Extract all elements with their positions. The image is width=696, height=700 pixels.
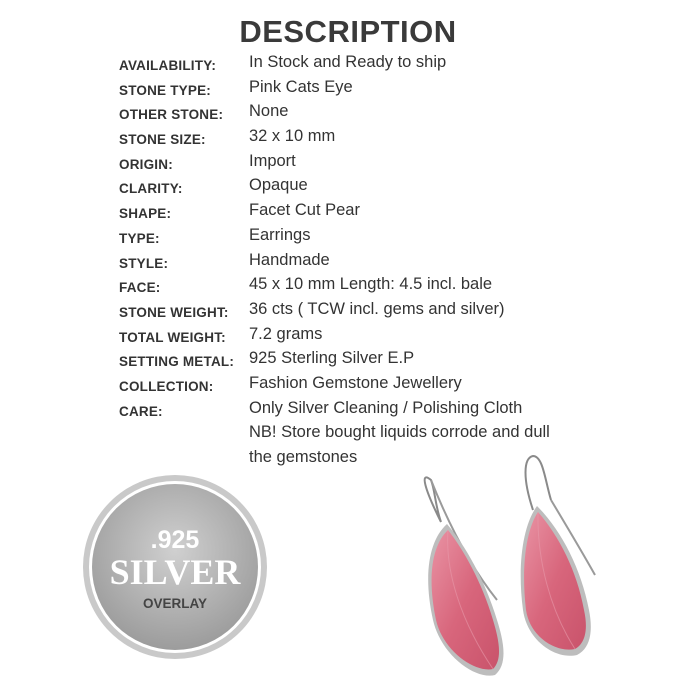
spec-value: In Stock and Ready to ship — [249, 53, 447, 71]
spec-value: Only Silver Cleaning / Polishing Cloth — [249, 398, 523, 417]
spec-value: Import — [249, 151, 296, 170]
spec-label: STONE TYPE: — [119, 82, 211, 98]
spec-row — [119, 374, 679, 399]
page-title: DESCRIPTION — [239, 14, 457, 49]
badge-overlay: OVERLAY — [142, 596, 208, 611]
spec-value: 36 cts ( TCW incl. gems and silver) — [249, 299, 505, 318]
spec-row — [119, 152, 679, 177]
spec-label: CLARITY: — [119, 181, 183, 197]
spec-row — [119, 102, 679, 127]
spec-label: SHAPE: — [119, 206, 172, 222]
earrings-image — [405, 450, 625, 690]
spec-table — [119, 53, 679, 466]
spec-label: OTHER STONE: — [119, 107, 224, 123]
spec-row — [119, 78, 679, 103]
spec-label: STONE WEIGHT: — [119, 304, 229, 320]
spec-label: STONE SIZE: — [119, 132, 206, 148]
spec-label: COLLECTION: — [119, 378, 214, 394]
spec-row — [119, 226, 679, 251]
spec-row — [119, 53, 679, 78]
spec-row — [119, 127, 679, 152]
spec-row — [119, 176, 679, 201]
spec-label: CARE: — [119, 403, 163, 419]
spec-value: 32 x 10 mm — [249, 127, 336, 146]
badge-purity: .925 — [150, 526, 200, 554]
spec-label: AVAILABILITY: — [119, 58, 217, 73]
spec-value: 7.2 grams — [249, 324, 323, 343]
spec-row — [119, 325, 679, 350]
care-note-line: NB! Store bought liquids corrode and dull — [249, 423, 550, 441]
spec-row — [119, 300, 679, 325]
spec-value: Earrings — [249, 225, 311, 244]
spec-value: 925 Sterling Silver E.P — [249, 349, 415, 368]
spec-label: FACE: — [119, 280, 161, 296]
badge-silver: SILVER — [109, 552, 241, 592]
left-earring — [425, 477, 504, 675]
right-earring — [521, 456, 595, 656]
spec-label: TYPE: — [119, 230, 160, 246]
spec-label: ORIGIN: — [119, 156, 173, 172]
spec-row — [119, 201, 679, 226]
spec-row — [119, 251, 679, 276]
spec-value: Opaque — [249, 176, 308, 195]
spec-value: Fashion Gemstone Jewellery — [249, 373, 462, 392]
spec-value: 45 x 10 mm Length: 4.5 incl. bale — [249, 275, 493, 294]
spec-label: SETTING METAL: — [119, 354, 235, 370]
spec-row — [119, 349, 679, 374]
spec-label: TOTAL WEIGHT: — [119, 329, 226, 345]
spec-value: Facet Cut Pear — [249, 201, 360, 220]
spec-value: None — [249, 102, 289, 121]
spec-value: Pink Cats Eye — [249, 77, 353, 96]
spec-row — [119, 275, 679, 300]
spec-value: Handmade — [249, 250, 330, 269]
spec-row — [119, 399, 679, 424]
spec-label: STYLE: — [119, 255, 169, 271]
care-note-line: the gemstones — [249, 448, 358, 466]
silver-overlay-badge — [82, 474, 268, 660]
